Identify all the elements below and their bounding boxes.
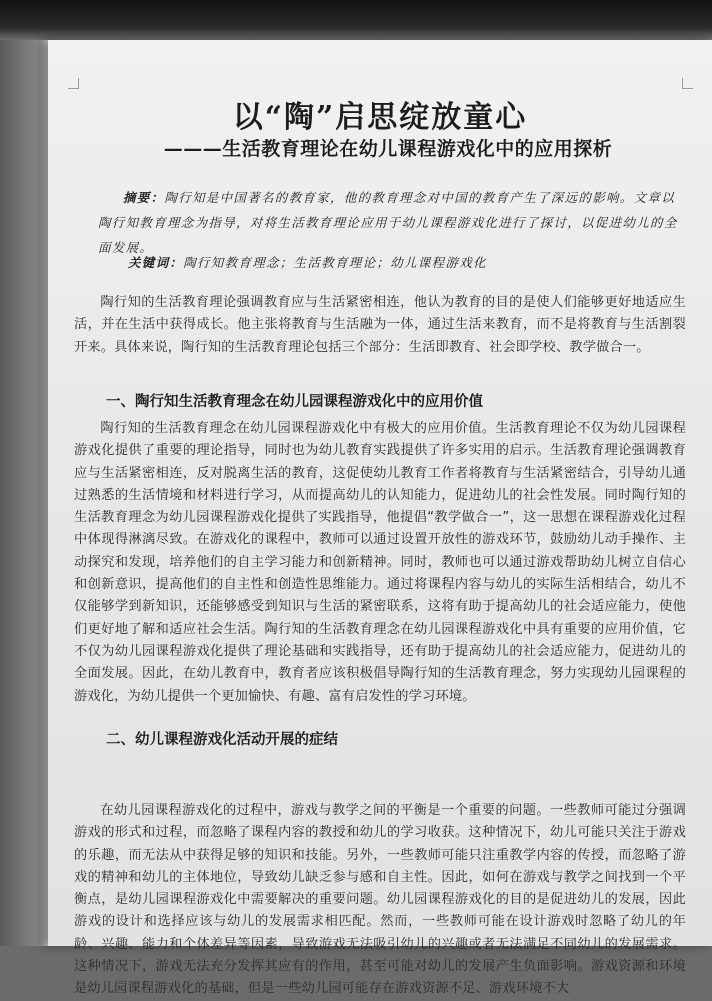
keywords-label: 关键词： <box>128 255 184 270</box>
abstract-label: 摘要： <box>123 190 165 205</box>
document-title: 以“陶”启思绽放童心 <box>232 100 528 135</box>
section-1-paragraph: 陶行知的生活教育理念在幼儿园课程游戏化中有极大的应用价值。生活教育理论不仅为幼儿园课程游戏化提供了重要的理论指导，同时也为幼儿教育实践提供了许多实用的启示。生活教育理论强调教育应与生活紧密相连，反对脱离生活的教育，这促使幼儿教育工作者将教育与生活紧密结合，引导幼儿通过熟悉的生活情境和材料进行学习，从而提高幼儿的认知能力，促进幼儿的社会性发展。同时陶行知的生活教育理念为幼儿园课程游戏化提供了实践指导，他提倡“教学做合一”，这一思想在课程游戏化过程中体现得淋漓尽致。在游戏化的课程中，教师可以通过设置开放性的游戏环节，鼓励幼儿动手操作、主动探究和发现，培养他们的自主学习能力和创新精神。同时，教师也可以通过游戏帮助幼儿树立自信心和创新意识，提高他们的自主性和创造性思维能力。通过将课程内容与幼儿的实际生活相结合，幼儿不仅能够学到新知识，还能够感受到知识与生活的紧密联系，这将有助于提高幼儿的社会适应能力，使他们更好地了解和适应社会生活。陶行知的生活教育理念在幼儿园课程游戏化中具有重要的应用价值，它不仅为幼儿园课程游戏化提供了理论基础和实践指导，还有助于提高幼儿的社会适应能力，促进幼儿的全面发展。因此，在幼儿教育中，教育者应该积极倡导陶行知的生活教育理念，努力实现幼儿园课程的游戏化，为幼儿提供一个更加愉快、有趣、富有启发性的学习环境。 <box>74 421 686 704</box>
intro-paragraph: 陶行知的生活教育理论强调教育应与生活紧密相连，他认为教育的目的是使人们能够更好地适应生活，并在生活中获得成长。他主张将教育与生活融为一体，通过生活来教育，而不是将教育与生活割裂开来。具体来说，陶行知的生活教育理论包括三个部分：生活即教育、社会即学校、教学做合一。 <box>74 295 686 355</box>
keywords-text: 陶行知教育理念；生活教育理论；幼儿课程游戏化 <box>183 255 487 270</box>
screen-top-bezel <box>0 0 712 40</box>
page-corner-mark-left <box>68 78 79 89</box>
section-2-heading: 二、幼儿课程游戏化活动开展的症结 <box>106 732 338 748</box>
abstract <box>98 185 688 260</box>
document-subtitle: ———生活教育理论在幼儿课程游戏化中的应用探析 <box>163 138 613 160</box>
abstract-text: 陶行知是中国著名的教育家，他的教育理念对中国的教育产生了深远的影响。文章以陶行知教育理念为指导，对将生活教育理论应用于幼儿课程游戏化进行了探讨，以促进幼儿的全面发展。 <box>98 190 678 255</box>
section-1-heading: 一、陶行知生活教育理念在幼儿园课程游戏化中的应用价值 <box>106 394 483 410</box>
page-corner-mark-right <box>682 78 693 89</box>
section-2-paragraph: 在幼儿园课程游戏化的过程中，游戏与教学之间的平衡是一个重要的问题。一些教师可能过分强调游戏的形式和过程，而忽略了课程内容的教授和幼儿的学习收获。这种情况下，幼儿可能只关注于游戏的乐趣，而无法从中获得足够的知识和技能。另外，一些教师可能只注重教学内容的传授，而忽略了游戏的精神和幼儿的主体地位，导致幼儿缺乏参与感和自主性。因此，如何在游戏与教学之间找到一个平衡点，是幼儿园课程游戏化中需要解决的重要问题。幼儿园课程游戏化的目的是促进幼儿的发展，因此游戏的设计和选择应该与幼儿的发展需求相匹配。然而，一些教师可能在设计游戏时忽略了幼儿的年龄、兴趣、能力和个体差异等因素，导致游戏无法吸引幼儿的兴趣或者无法满足不同幼儿的发展需求。这种情况下，游戏无法充分发挥其应有的作用，甚至可能对幼儿的发展产生负面影响。游戏资源和环境是幼儿园课程游戏化的基础，但是一些幼儿园可能存在游戏资源不足、游戏环境不大 <box>74 803 686 997</box>
keywords <box>128 253 688 271</box>
document-page <box>48 40 712 997</box>
